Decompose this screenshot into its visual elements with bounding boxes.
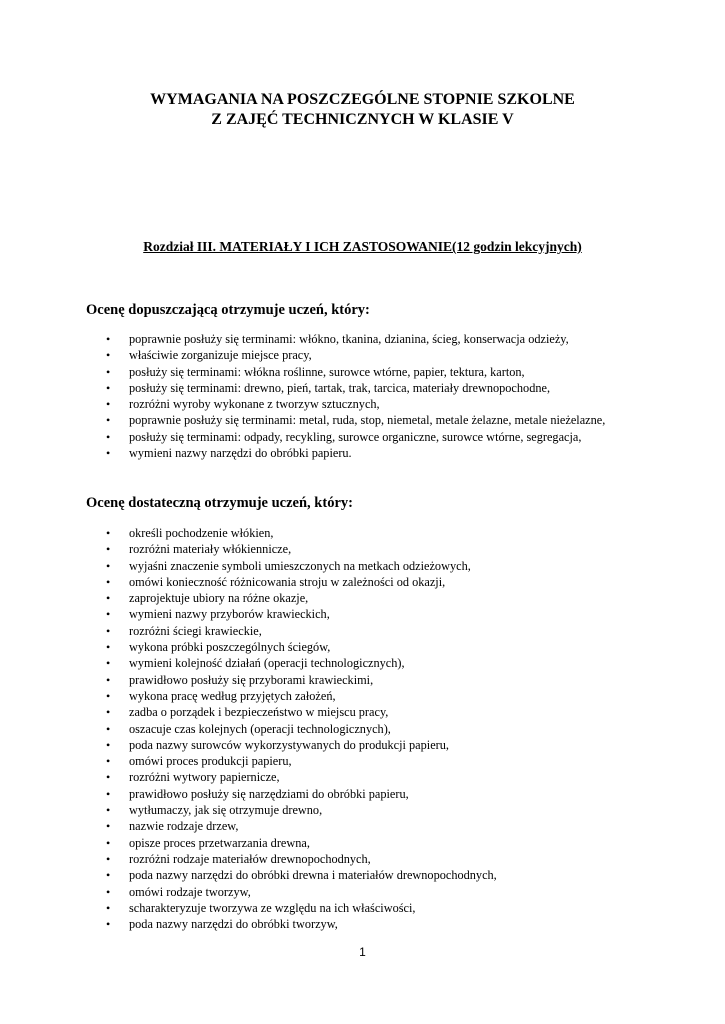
list-item-text: posłuży się terminami: odpady, recykling, surowce organiczne, surowce wtórne, segregacja, — [129, 429, 582, 444]
list-item — [0, 737, 725, 753]
document-title-line-2: Z ZAJĘĆ TECHNICZNYCH W KLASIE V — [211, 111, 514, 128]
list-item-text: wykona pracę według przyjętych założeń, — [129, 688, 336, 703]
list-item — [0, 704, 725, 720]
requirements-list-dopuszczajaca — [0, 331, 725, 461]
bullet-icon: • — [106, 526, 111, 540]
list-item — [0, 623, 725, 639]
bullet-icon: • — [106, 721, 111, 736]
bullet-icon: • — [106, 819, 111, 834]
list-item — [0, 380, 725, 396]
bullet-icon: • — [106, 429, 111, 444]
bullet-icon: • — [106, 607, 111, 622]
list-item-text: zaprojektuje ubiory na różne okazje, — [129, 591, 309, 606]
requirements-list-dostateczna — [0, 525, 725, 932]
list-item — [0, 672, 725, 688]
list-item — [0, 802, 725, 818]
list-item — [0, 884, 725, 900]
bullet-icon: • — [106, 574, 111, 589]
bullet-icon: • — [106, 737, 111, 752]
list-item — [0, 412, 725, 428]
chapter-heading-text: Rozdział III. MATERIAŁY I ICH ZASTOSOWANIE(12 godzin lekcyjnych) — [143, 239, 582, 254]
list-item-text: wykona próbki poszczególnych ściegów, — [129, 640, 331, 655]
bullet-icon: • — [106, 917, 111, 932]
list-item-text: wymieni kolejność działań (operacji technologicznych), — [129, 656, 405, 671]
list-item — [0, 574, 725, 590]
list-item-text: rozróżni wyroby wykonane z tworzyw sztucznych, — [129, 397, 380, 412]
list-item — [0, 606, 725, 622]
list-item — [0, 916, 725, 932]
bullet-icon: • — [106, 656, 111, 671]
list-item — [0, 835, 725, 851]
list-item — [0, 753, 725, 769]
list-item — [0, 655, 725, 671]
list-item — [0, 525, 725, 541]
list-item-text: poprawnie posłuży się terminami: metal, ruda, stop, niemetal, metale żelazne, metale nieżelazne, — [129, 413, 606, 428]
list-item-text: poda nazwy narzędzi do obróbki drewna i materiałów drewnopochodnych, — [129, 868, 497, 883]
list-item — [0, 347, 725, 363]
bullet-icon: • — [106, 542, 111, 557]
list-item-text: posłuży się terminami: włókna roślinne, surowce wtórne, papier, tektura, karton, — [129, 364, 525, 379]
bullet-icon: • — [106, 446, 111, 461]
list-item — [0, 867, 725, 883]
bullet-icon: • — [106, 835, 111, 850]
list-item — [0, 558, 725, 574]
list-item-text: omówi rodzaje tworzyw, — [129, 884, 251, 899]
bullet-icon: • — [106, 332, 111, 346]
list-item-text: wymieni nazwy narzędzi do obróbki papieru. — [129, 446, 352, 461]
bullet-icon: • — [106, 868, 111, 883]
list-item — [0, 429, 725, 445]
bullet-icon: • — [106, 851, 111, 866]
bullet-icon: • — [106, 348, 111, 363]
bullet-icon: • — [106, 803, 111, 818]
bullet-icon: • — [106, 688, 111, 703]
bullet-icon: • — [106, 397, 111, 412]
list-item — [0, 364, 725, 380]
list-item-text: scharakteryzuje tworzywa ze względu na ich właściwości, — [129, 900, 416, 915]
list-item-text: opisze proces przetwarzania drewna, — [129, 835, 310, 850]
list-item — [0, 900, 725, 916]
list-item-text: poda nazwy narzędzi do obróbki tworzyw, — [129, 917, 338, 932]
list-item-text: posłuży się terminami: drewno, pień, tartak, trak, tarcica, materiały drewnopochodne, — [129, 380, 551, 395]
list-item-text: omówi konieczność różnicowania stroju w zależności od okazji, — [129, 574, 446, 589]
list-item — [0, 445, 725, 461]
list-item — [0, 851, 725, 867]
bullet-icon: • — [106, 770, 111, 785]
bullet-icon: • — [106, 672, 111, 687]
bullet-icon: • — [106, 754, 111, 769]
section-heading-dostateczna: Ocenę dostateczną otrzymuje uczeń, który: — [86, 495, 353, 511]
bullet-icon: • — [106, 364, 111, 379]
chapter-heading — [0, 238, 725, 256]
bullet-icon: • — [106, 900, 111, 915]
list-item — [0, 786, 725, 802]
list-item-text: zadba o porządek i bezpieczeństwo w miejscu pracy, — [129, 705, 389, 720]
list-item — [0, 769, 725, 785]
bullet-icon: • — [106, 380, 111, 395]
bullet-icon: • — [106, 786, 111, 801]
list-item-text: nazwie rodzaje drzew, — [129, 819, 239, 834]
document-title-line-1: WYMAGANIA NA POSZCZEGÓLNE STOPNIE SZKOLNE — [150, 91, 575, 108]
list-item-text: omówi proces produkcji papieru, — [129, 754, 292, 769]
list-item-text: wymieni nazwy przyborów krawieckich, — [129, 607, 330, 622]
list-item-text: określi pochodzenie włókien, — [129, 526, 274, 540]
bullet-icon: • — [106, 413, 111, 428]
list-item-text: właściwie zorganizuje miejsce pracy, — [129, 348, 312, 363]
bullet-icon: • — [106, 591, 111, 606]
list-item-text: poda nazwy surowców wykorzystywanych do produkcji papieru, — [129, 737, 449, 752]
list-item — [0, 541, 725, 557]
bullet-icon: • — [106, 623, 111, 638]
list-item — [0, 331, 725, 347]
list-item-text: rozróżni wytwory papiernicze, — [129, 770, 280, 785]
list-item-text: rozróżni materiały włókiennicze, — [129, 542, 292, 557]
bullet-icon: • — [106, 640, 111, 655]
list-item-text: wyjaśni znaczenie symboli umieszczonych na metkach odzieżowych, — [129, 558, 471, 573]
list-item-text: prawidłowo posłuży się narzędziami do obróbki papieru, — [129, 786, 409, 801]
list-item — [0, 688, 725, 704]
list-item — [0, 818, 725, 834]
list-item-text: rozróżni ściegi krawieckie, — [129, 623, 262, 638]
list-item — [0, 721, 725, 737]
section-heading-dopuszczajaca: Ocenę dopuszczającą otrzymuje uczeń, który: — [86, 302, 370, 318]
list-item-text: wytłumaczy, jak się otrzymuje drewno, — [129, 803, 323, 818]
bullet-icon: • — [106, 558, 111, 573]
list-item-text: rozróżni rodzaje materiałów drewnopochodnych, — [129, 851, 371, 866]
list-item — [0, 396, 725, 412]
list-item-text: prawidłowo posłuży się przyborami krawieckimi, — [129, 672, 374, 687]
list-item — [0, 590, 725, 606]
list-item-text: oszacuje czas kolejnych (operacji technologicznych), — [129, 721, 391, 736]
list-item-text: poprawnie posłuży się terminami: włókno, tkanina, dzianina, ścieg, konserwacja odzieży, — [129, 332, 569, 346]
list-item — [0, 639, 725, 655]
bullet-icon: • — [106, 705, 111, 720]
page-number: 1 — [359, 945, 366, 959]
bullet-icon: • — [106, 884, 111, 899]
